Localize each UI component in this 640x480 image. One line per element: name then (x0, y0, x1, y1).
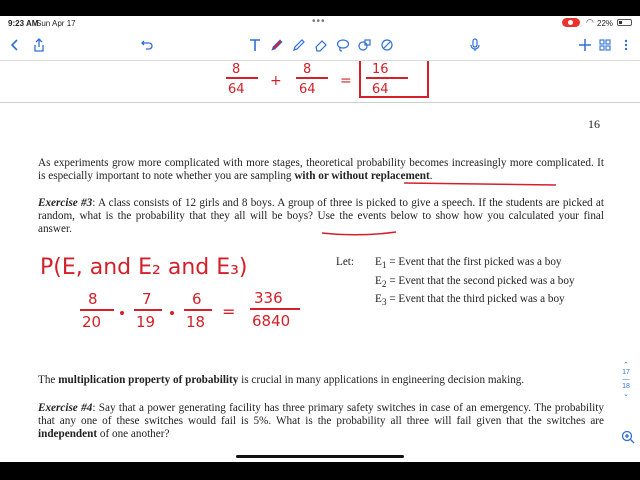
multitask-dots[interactable]: ••• (312, 16, 326, 27)
eraser-icon[interactable] (312, 36, 330, 54)
emphasis-independent: independent (38, 428, 98, 440)
hw-equals: = (340, 73, 352, 89)
zoom-icon[interactable] (620, 429, 636, 445)
event-e2: $E_2$ = Event that the second picked was a boy (375, 275, 575, 291)
hw-f1-den: 20 (82, 313, 102, 331)
hw-result-den: 6840 (252, 312, 291, 330)
emphasis-multiplication-property: multiplication property of probability (58, 374, 239, 386)
hw-dot-1 (120, 311, 124, 315)
add-icon[interactable] (576, 36, 594, 54)
scroll-total-pages: 18 (622, 383, 630, 390)
hw-underline-boys (322, 232, 396, 235)
scroll-up-icon[interactable]: ⌃ (623, 362, 629, 369)
exercise-3-label: Exercise #3 (38, 197, 93, 209)
wifi-icon: ◠ (586, 17, 594, 27)
let-label: Let: (336, 256, 355, 268)
home-indicator[interactable] (236, 455, 404, 458)
hw-top-result-num: 16 (372, 62, 389, 77)
hw-top-f1-num: 8 (232, 62, 241, 77)
scroll-down-icon[interactable]: ⌄ (623, 391, 629, 398)
event-e1: $E_1$ = Event that the first picked was a boy (375, 256, 562, 272)
screen-record-icon (562, 18, 580, 27)
event-e3: $E_3$ = Event that the third picked was a boy (375, 293, 565, 309)
status-date: Sun Apr 17 (36, 19, 76, 28)
hw-f2-den: 19 (136, 313, 156, 331)
more-icon[interactable] (617, 36, 635, 54)
hw-dot-2 (170, 311, 174, 315)
hw-f3-num: 6 (192, 290, 202, 308)
exercise-4-text: Exercise #4: Say that a power generating facility has three primary safety switches in case of an emergency. The probability that any one of these switches would fail is 5%. What is the probability all three will fail given that the switches are independent of one another? (38, 402, 604, 440)
share-icon[interactable] (30, 36, 48, 54)
scroll-current-page: 17 (622, 369, 630, 376)
hw-equals-2: = (222, 302, 236, 321)
lasso-icon[interactable] (334, 36, 352, 54)
document-page[interactable] (0, 60, 640, 462)
status-bar (0, 16, 640, 30)
page-scroll-indicator[interactable]: ⌃ 17 ― 18 ⌄ (618, 361, 634, 398)
emphasis-replacement: with or without replacement (294, 170, 430, 182)
exercise-3-text: Exercise #3: A class consists of 12 girls and 8 boys. A group of three is picked to give a speech. If the students are picked at random, what is the probability that they all will be boys? Use the events below to show how you calculated your final answer. (38, 197, 604, 235)
page-number: 16 (588, 117, 600, 131)
hw-top-f1-den: 64 (228, 82, 245, 97)
hw-f3-den: 18 (186, 313, 206, 331)
image-icon[interactable] (378, 36, 396, 54)
toolbar (0, 30, 640, 60)
tabs-grid-icon[interactable] (596, 36, 614, 54)
hw-f2-num: 7 (142, 290, 152, 308)
hw-top-f2-num: 8 (303, 62, 312, 77)
hw-f1-num: 8 (88, 290, 98, 308)
microphone-icon[interactable] (466, 36, 484, 54)
hw-top-f2-den: 64 (299, 82, 316, 97)
hw-plus: + (270, 73, 282, 89)
hw-top-result-den: 64 (372, 82, 389, 97)
pencil-icon[interactable] (290, 36, 308, 54)
hw-prob-expression: P(E, and E₂ and E₃) (40, 255, 248, 280)
undo-icon[interactable] (138, 36, 156, 54)
text-tool-icon[interactable] (246, 36, 264, 54)
shapes-icon[interactable] (356, 36, 374, 54)
hw-underline-replacement (404, 183, 556, 185)
exercise-4-label: Exercise #4 (38, 402, 93, 414)
battery-icon (617, 19, 632, 26)
handwriting-layer (0, 61, 640, 463)
battery-percent: 22% (597, 19, 614, 28)
status-time: 9:23 AM (8, 19, 39, 28)
paragraph-intro: As experiments grow more complicated with more stages, theoretical probability becomes increasingly more complicated. It is especially important to note whether you are sampling with or without replacement. (38, 157, 604, 182)
back-chevron-icon[interactable] (6, 36, 24, 54)
paragraph-multiplication: The multiplication property of probability is crucial in many applications in engineering decision making. (38, 374, 525, 386)
hw-result-num: 336 (254, 289, 283, 307)
pen-icon[interactable] (268, 36, 286, 54)
